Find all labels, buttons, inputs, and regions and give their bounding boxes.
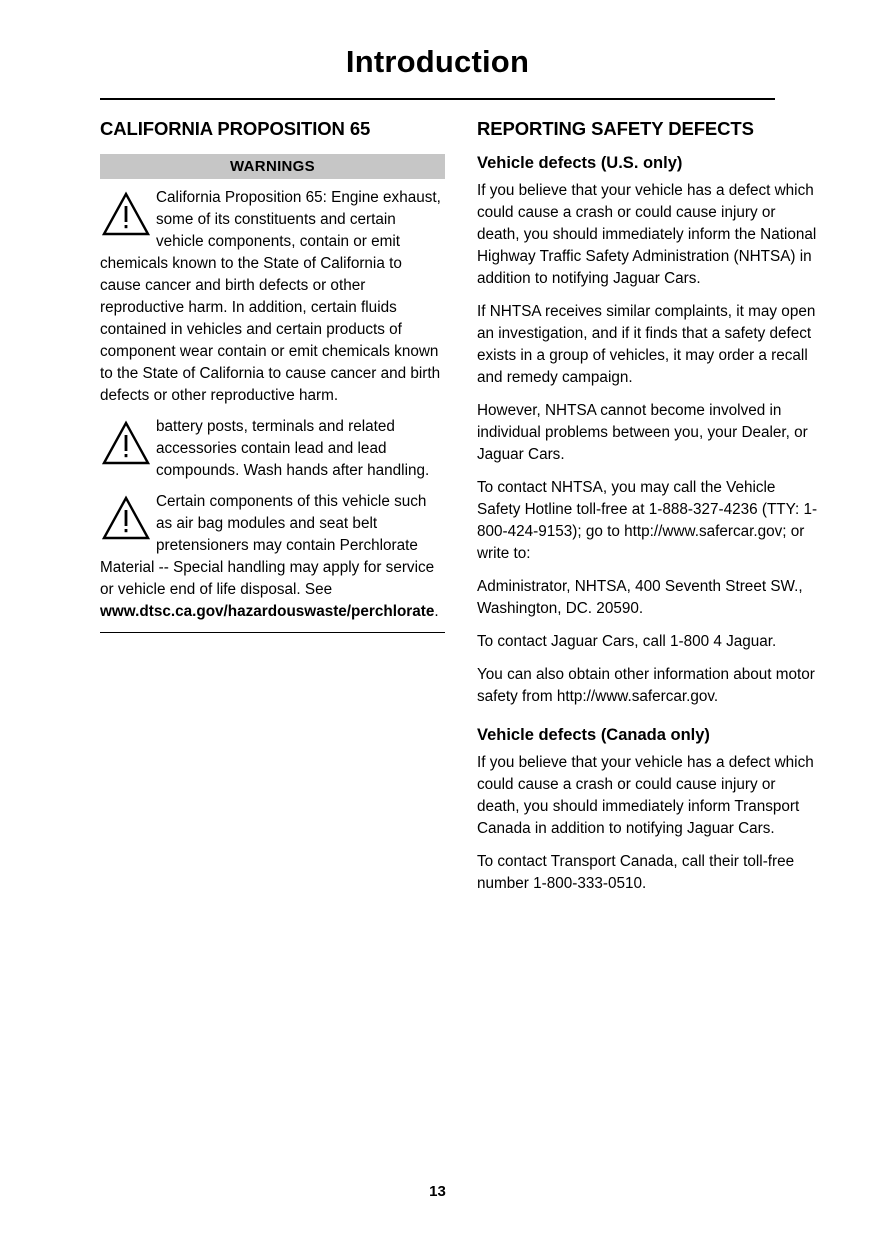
- title-divider: [100, 98, 775, 100]
- page-number: 13: [429, 1183, 446, 1200]
- paragraph: However, NHTSA cannot become involved in individual problems between you, your Dealer, or Jaguar Cars.: [477, 402, 808, 464]
- right-section-heading: REPORTING SAFETY DEFECTS: [477, 118, 754, 139]
- left-section-heading: CALIFORNIA PROPOSITION 65: [100, 118, 371, 139]
- warnings-banner: WARNINGS: [100, 154, 445, 179]
- right-column: [477, 118, 822, 906]
- paragraph: If NHTSA receives similar complaints, it may open an investigation, and if it finds that a safety defect exists in a group of vehicles, it may order a recall and remedy campaign.: [477, 303, 816, 387]
- left-column-divider: [100, 632, 445, 633]
- paragraph: Administrator, NHTSA, 400 Seventh Street SW., Washington, DC. 20590.: [477, 578, 803, 618]
- page-title: Introduction: [345, 44, 530, 79]
- paragraph: If you believe that your vehicle has a defect which could cause a crash or could cause injury or death, you should immediately inform the National Highway Traffic Safety Administration (NHTSA) in addition to notifying Jaguar Cars.: [477, 182, 817, 288]
- paragraph: To contact NHTSA, you may call the Vehicle Safety Hotline toll-free at 1-888-327-4236 (TTY: 1-800-424-9153); go to http://www.safercar.gov; or write to:: [477, 479, 818, 563]
- subheading-vehicle-defects-canada: Vehicle defects (Canada only): [477, 726, 710, 745]
- left-column: [100, 118, 445, 633]
- warning-triangle-icon: [102, 191, 150, 237]
- paragraph: To contact Jaguar Cars, call 1-800 4 Jaguar.: [477, 633, 777, 651]
- warning-text-proposition-65: California Proposition 65: Engine exhaust, some of its constituents and certain vehicle components, contain or emit chemicals known to the State of California to cause cancer and birth defects or other reproductive harm. In addition, certain fluids contained in vehicles and certain products of component wear contain or emit chemicals known to the State of California to cause cancer and birth defects or other reproductive harm.: [100, 189, 441, 405]
- warning-block-proposition-65: [100, 187, 445, 407]
- warning-block-perchlorate: [100, 491, 445, 623]
- warning-triangle-icon: [102, 495, 150, 541]
- warning-triangle-icon: [102, 420, 150, 466]
- warning-text-battery: battery posts, terminals and related accessories contain lead and lead compounds. Wash hands after handling.: [156, 418, 430, 480]
- perchlorate-link[interactable]: www.dtsc.ca.gov/hazardouswaste/perchlorate: [100, 603, 435, 621]
- warning-block-battery: [100, 416, 445, 482]
- warning-text-perchlorate-after: .: [434, 603, 439, 621]
- warning-text-perchlorate: [100, 491, 445, 623]
- warning-text-perchlorate-before: Certain components of this vehicle such as air bag modules and seat belt pretensioners may contain Perchlorate Material -- Special handling may apply for service or vehicle end of life disposal. See: [100, 493, 435, 599]
- paragraph: You can also obtain other information about motor safety from http://www.safercar.gov.: [477, 666, 815, 706]
- paragraph: To contact Transport Canada, call their toll-free number 1-800-333-0510.: [477, 853, 795, 893]
- paragraph: If you believe that your vehicle has a defect which could cause a crash or could cause injury or death, you should immediately inform Transport Canada in addition to notifying Jaguar Cars.: [477, 754, 814, 838]
- subheading-vehicle-defects-us: Vehicle defects (U.S. only): [477, 154, 683, 172]
